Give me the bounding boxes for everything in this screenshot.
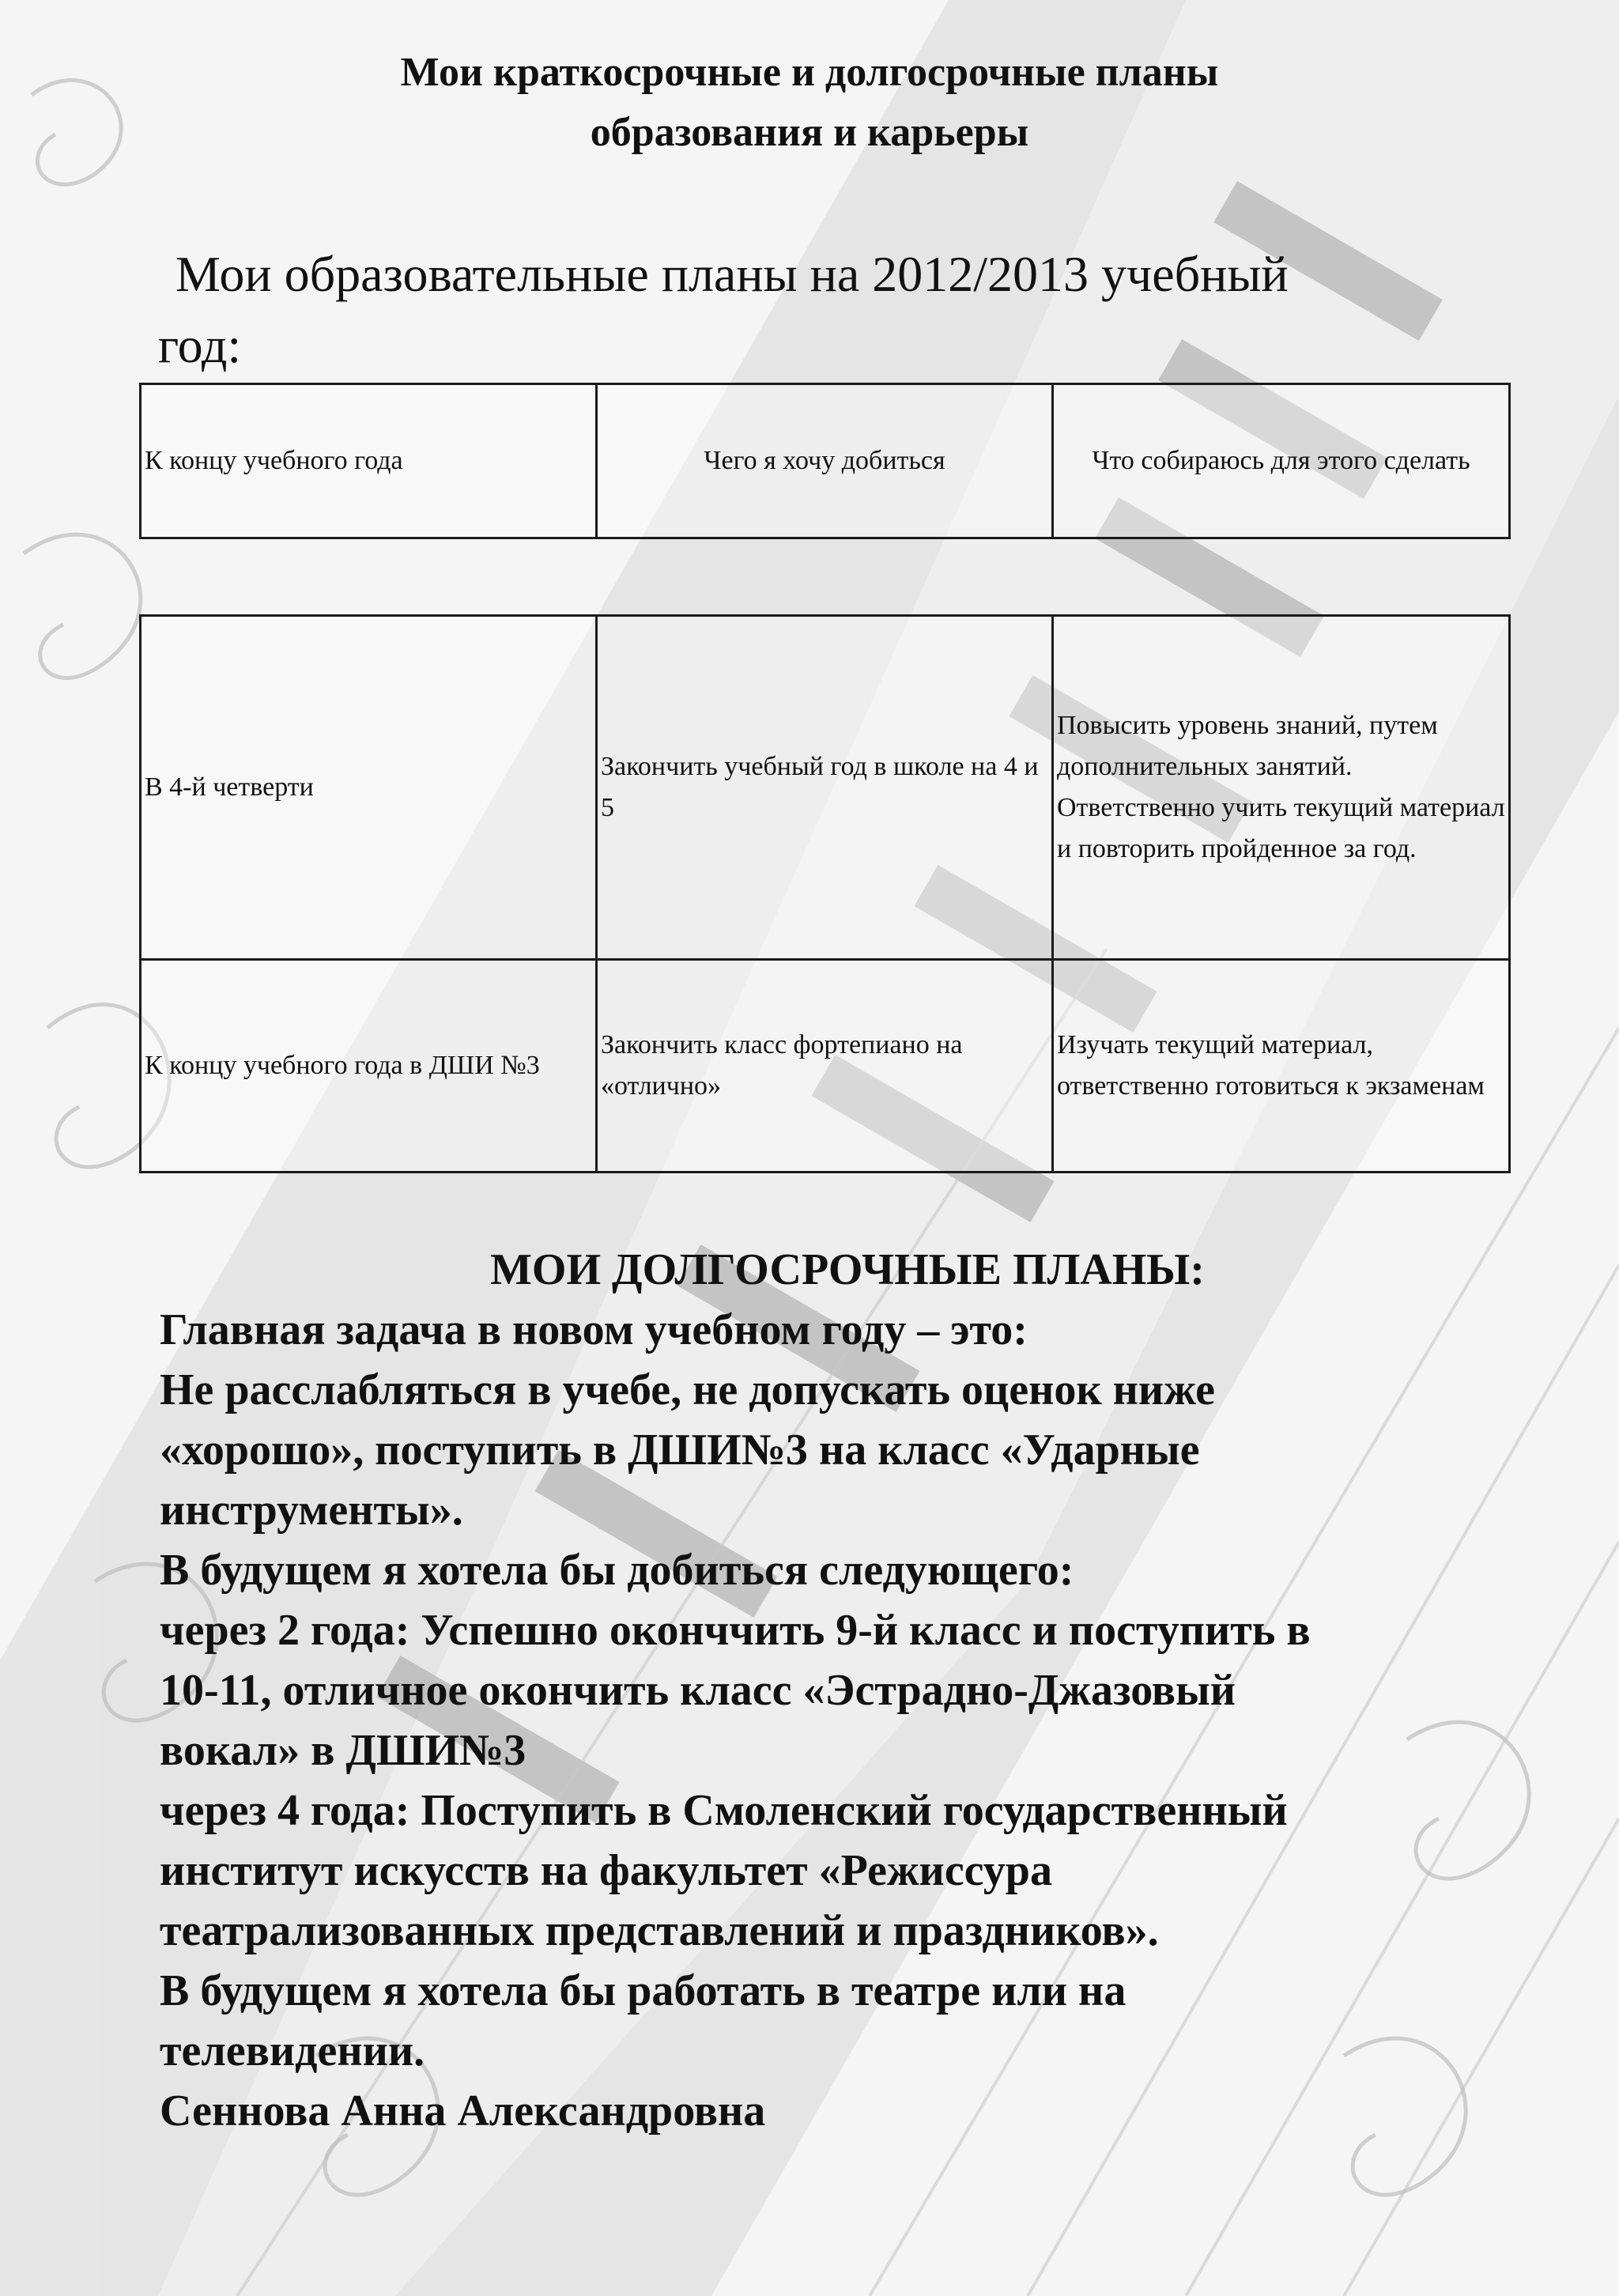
table-row: [141, 960, 1510, 1173]
plan-text-line: Главная задача в новом учебном году – это:: [160, 1305, 1028, 1354]
cell-period: К концу учебного года в ДШИ №3: [141, 960, 597, 1173]
plan-text-line: 10-11, отличное окончить класс «Эстрадно-Джазовый: [160, 1666, 1236, 1715]
section-subtitle-line-1: Мои образовательные планы на 2012/2013 учебный: [175, 246, 1289, 302]
long-term-plans-heading: МОИ ДОЛГОСРОЧНЫЕ ПЛАНЫ:: [490, 1245, 1205, 1294]
plan-text-line: телевидении.: [160, 2026, 425, 2075]
header-cell-period: К концу учебного года: [141, 384, 597, 538]
plan-text-line: Не расслабляться в учебе, не допускать оценок ниже: [160, 1365, 1215, 1414]
cell-period: В 4-й четверти: [141, 616, 597, 960]
header-cell-goal: Чего я хочу добиться: [597, 384, 1053, 538]
plans-table-body: [139, 614, 1511, 1173]
document-title-line-2: образования и карьеры: [590, 110, 1029, 155]
plan-text-line: В будущем я хотела бы добиться следующего:: [160, 1546, 1074, 1595]
header-cell-action: Что собираюсь для этого сделать: [1053, 384, 1510, 538]
cell-action: Повысить уровень знаний, путем дополнительных занятий. Ответственно учить текущий материал и повторить пройденное за год.: [1053, 616, 1510, 960]
plan-text-line: вокал» в ДШИ№3: [160, 1726, 526, 1775]
cell-goal: Закончить учебный год в школе на 4 и 5: [597, 616, 1053, 960]
table-header-row: [141, 384, 1510, 538]
author-name: Сеннова Анна Александровна: [160, 2086, 766, 2136]
plan-text-line: через 4 года: Поступить в Смоленский государственный: [160, 1786, 1288, 1835]
cell-action: Изучать текущий материал, ответственно готовиться к экзаменам: [1053, 960, 1510, 1173]
plan-text-line: инструменты».: [160, 1486, 463, 1535]
plan-text-line: В будущем я хотела бы работать в театре или на: [160, 1966, 1127, 2015]
plan-text-line: институт искусств на факультет «Режиссура: [160, 1846, 1052, 1895]
section-subtitle-line-2: год:: [158, 317, 242, 373]
plan-text-line: «хорошо», поступить в ДШИ№3 на класс «Ударные: [160, 1426, 1200, 1475]
plan-text-line: театрализованных представлений и праздников».: [160, 1906, 1159, 1955]
plans-table-header: [139, 383, 1511, 539]
cell-goal: Закончить класс фортепиано на «отлично»: [597, 960, 1053, 1173]
long-term-plans-section: [160, 1240, 1519, 2141]
table-row: [141, 616, 1510, 960]
plan-text-line: через 2 года: Успешно оконччить 9-й класс и поступить в: [160, 1606, 1311, 1655]
document-title-line-1: Мои краткосрочные и долгосрочные планы: [400, 50, 1219, 95]
